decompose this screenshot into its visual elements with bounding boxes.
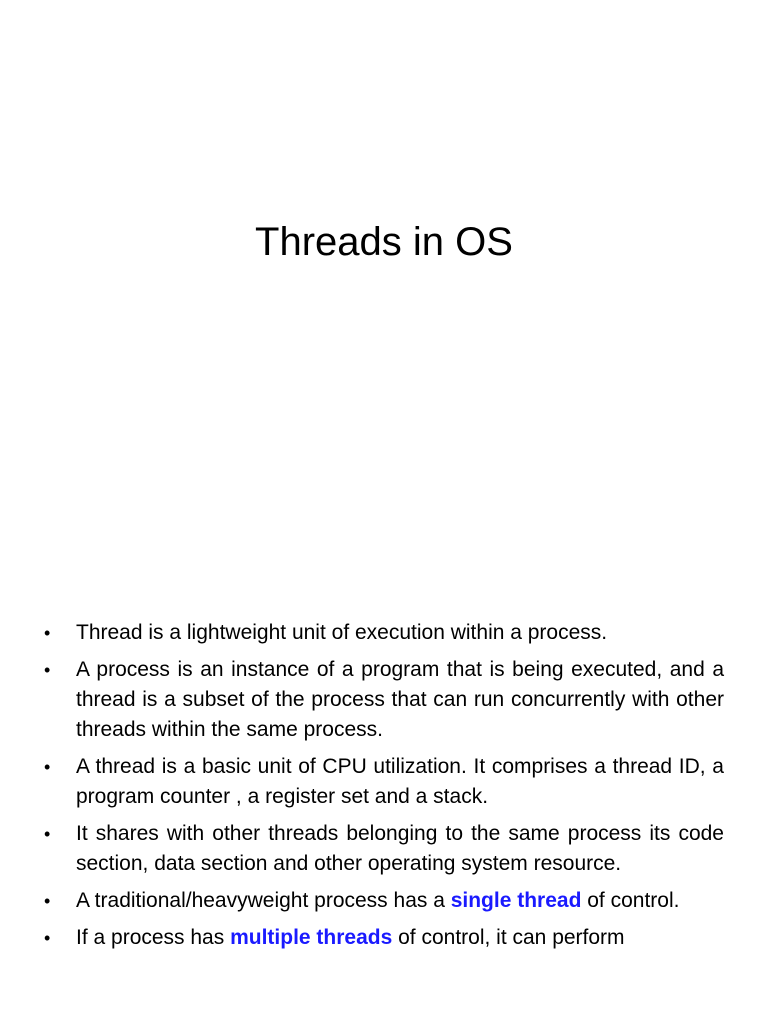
bullet-icon: • bbox=[44, 757, 51, 777]
bullet-text: of control, it can perform bbox=[392, 926, 625, 949]
bullet-text: Thread is a lightweight unit of execution within a process. bbox=[76, 621, 608, 644]
bullet-list bbox=[44, 618, 724, 960]
bullet-icon: • bbox=[44, 623, 51, 643]
content-slide bbox=[0, 576, 768, 1024]
bullet-text: It shares with other threads belonging to the same process its code section, data section and other operating system resource. bbox=[76, 822, 724, 875]
bullet-text: A thread is a basic unit of CPU utilization. It comprises a thread ID, a program counter , a register set and a stack. bbox=[76, 755, 724, 808]
bullet-item bbox=[44, 923, 724, 953]
bullet-icon: • bbox=[44, 928, 51, 948]
bullet-item bbox=[44, 752, 724, 812]
slide-title: Threads in OS bbox=[255, 220, 513, 264]
bullet-item bbox=[44, 618, 724, 648]
bullet-item bbox=[44, 819, 724, 879]
highlighted-term: single thread bbox=[450, 889, 582, 912]
bullet-item bbox=[44, 886, 724, 916]
bullet-text: A process is an instance of a program that is being executed, and a thread is a subset of the process that can run concurrently with other threads within the same process. bbox=[76, 658, 724, 741]
bullet-item bbox=[44, 655, 724, 745]
bullet-icon: • bbox=[44, 660, 51, 680]
bullet-icon: • bbox=[44, 891, 51, 911]
bullet-text: A traditional/heavyweight process has a bbox=[76, 889, 451, 912]
bullet-text: of control. bbox=[581, 889, 680, 912]
bullet-icon: • bbox=[44, 824, 51, 844]
highlighted-term: multiple threads bbox=[230, 926, 393, 949]
bullet-text: If a process has bbox=[76, 926, 231, 949]
